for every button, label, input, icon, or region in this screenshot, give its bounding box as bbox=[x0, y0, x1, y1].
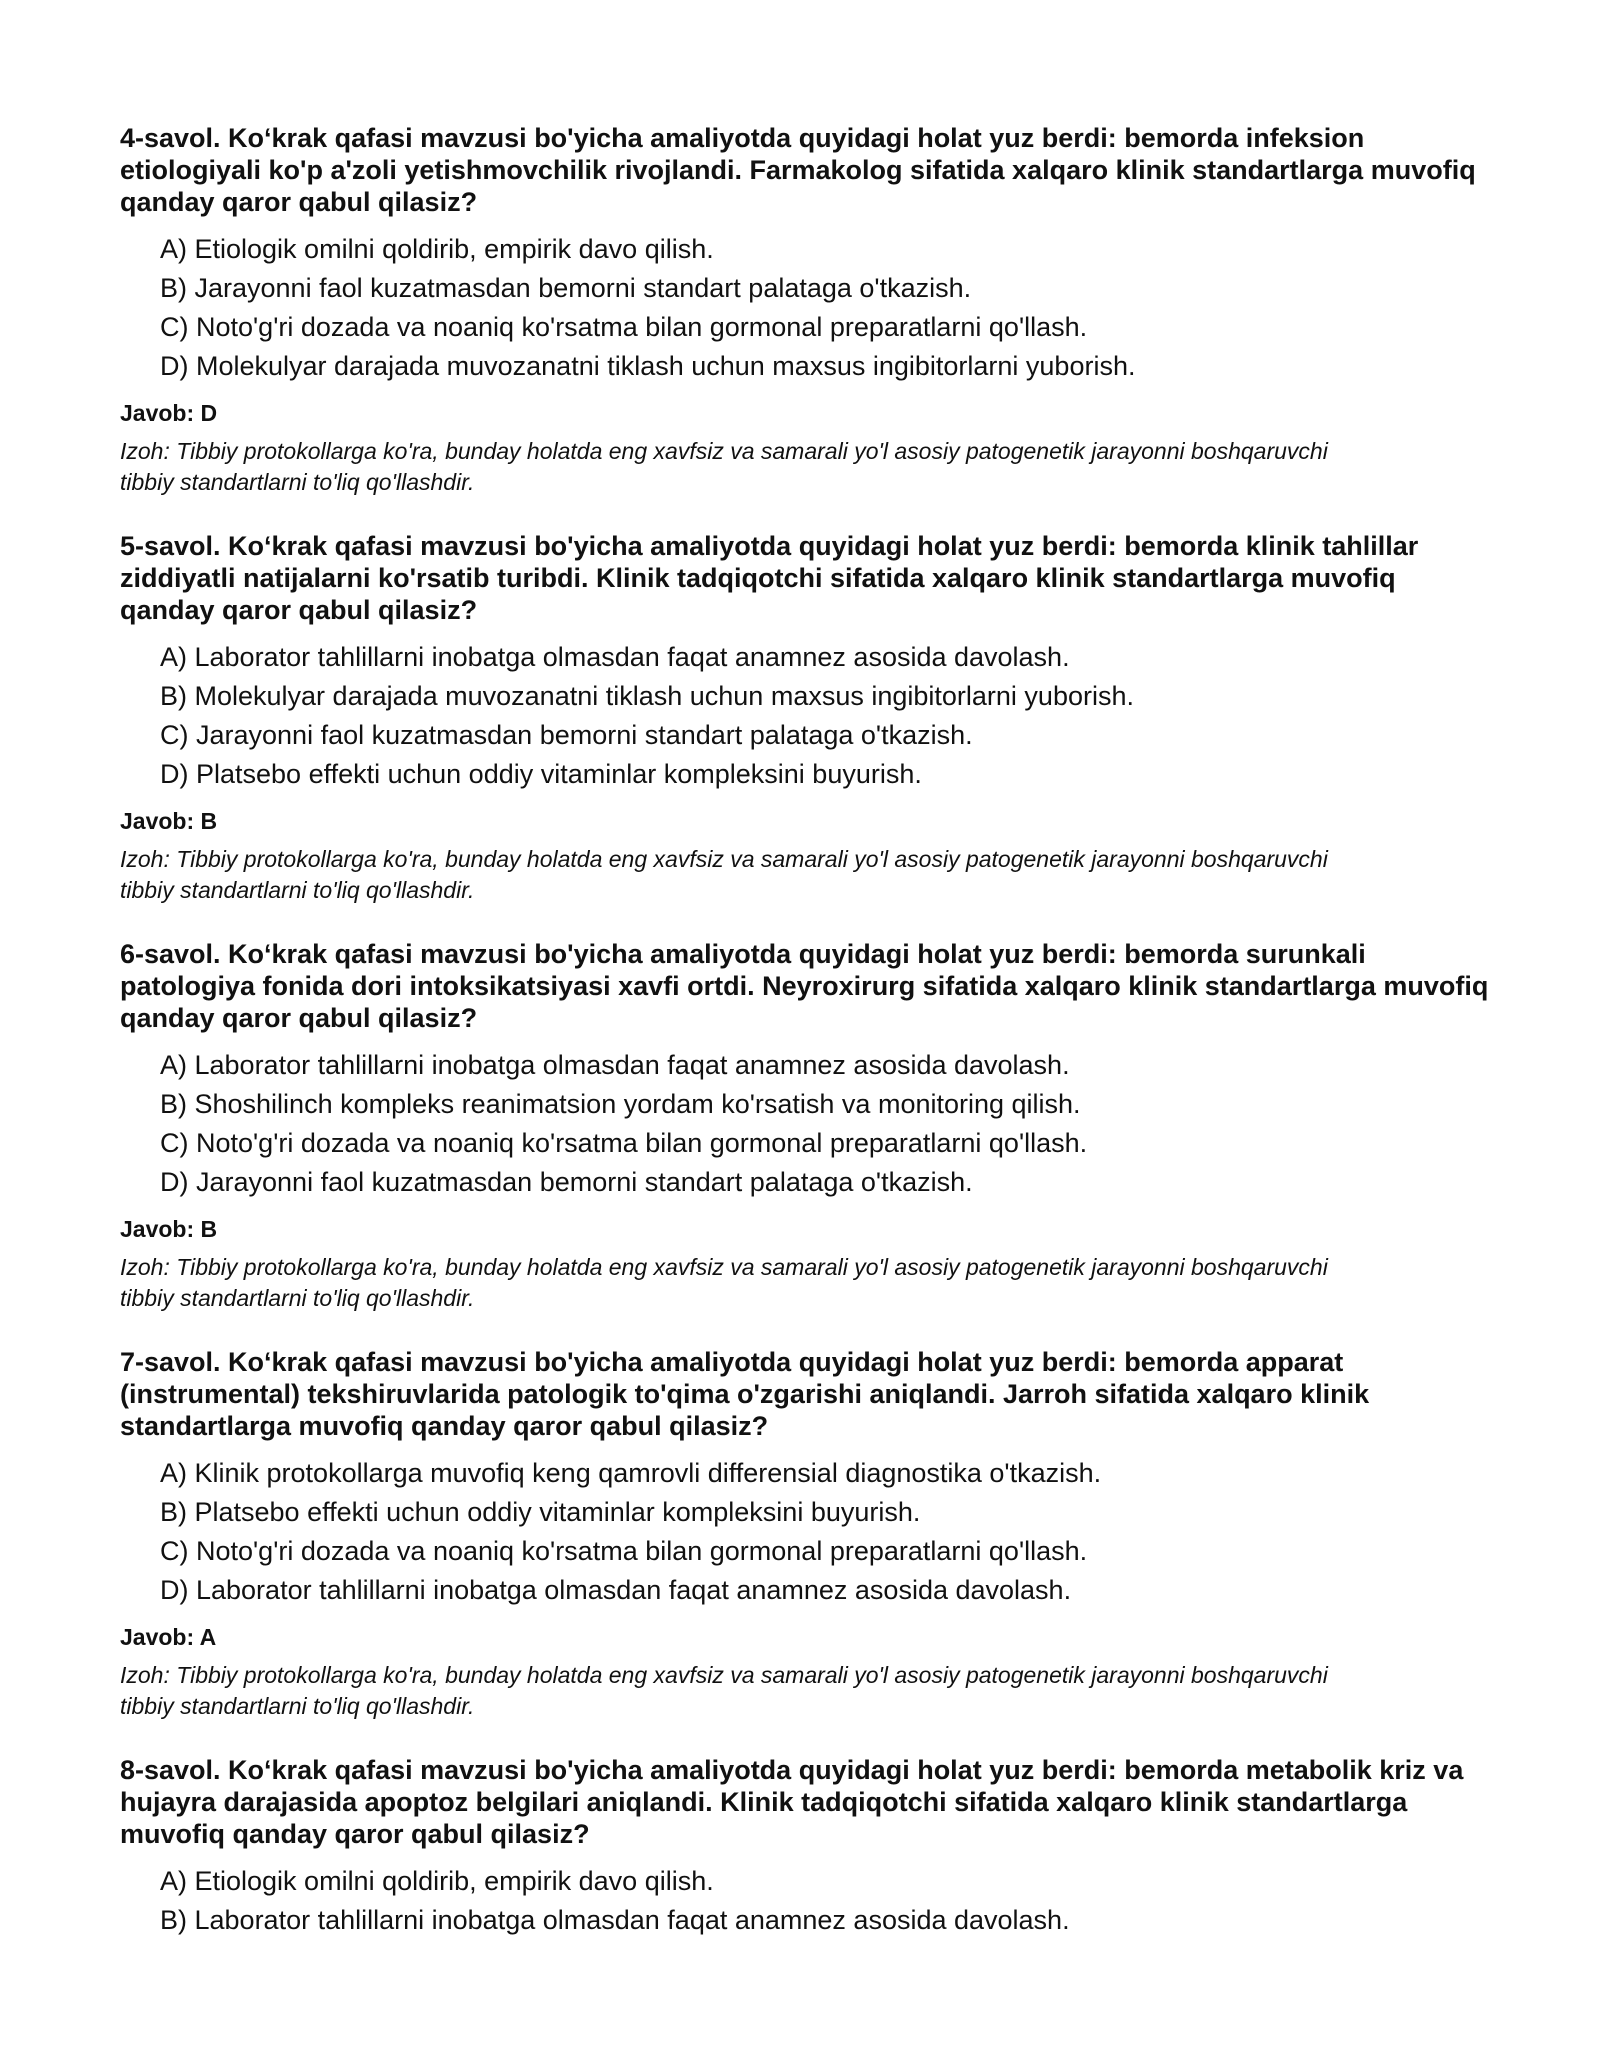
option-d: D) Molekulyar darajada muvozanatni tiklash uchun maxsus ingibitorlarni yuborish. bbox=[160, 351, 1136, 381]
question-5 bbox=[120, 530, 1490, 906]
option-list bbox=[120, 1862, 1490, 1940]
option-a: A) Klinik protokollarga muvofiq keng qamrovli differensial diagnostika o'tkazish. bbox=[160, 1458, 1102, 1488]
question-title: 5-savol. Ko‘krak qafasi mavzusi bo'yicha amaliyotda quyidagi holat yuz berdi: bemorda klinik tahlillar ziddiyatli natijalarni ko'rsatib turibdi. Klinik tadqiqotchi sifatida xalqaro klinik standartlarga muvofiq qanday qaror qabul qilasiz? bbox=[120, 531, 1419, 625]
question-title: 8-savol. Ko‘krak qafasi mavzusi bo'yicha amaliyotda quyidagi holat yuz berdi: bemorda metabolik kriz va hujayra darajasida apoptoz belgilari aniqlandi. Klinik tadqiqotchi sifatida xalqaro klinik standartlarga muvofiq qanday qaror qabul qilasiz? bbox=[120, 1755, 1464, 1849]
option-d: D) Platsebo effekti uchun oddiy vitaminlar kompleksini buyurish. bbox=[160, 759, 922, 789]
answer: Javob: B bbox=[120, 808, 218, 834]
option-c: C) Noto'g'ri dozada va noaniq ko'rsatma bilan gormonal preparatlarni qo'llash. bbox=[160, 312, 1088, 342]
question-title: 6-savol. Ko‘krak qafasi mavzusi bo'yicha amaliyotda quyidagi holat yuz berdi: bemorda surunkali patologiya fonida dori intoksikatsiyasi xavfi ortdi. Neyroxirurg sifatida xalqaro klinik standartlarga muvofiq qanday qaror qabul qilasiz? bbox=[120, 939, 1489, 1033]
explanation: Izoh: Tibbiy protokollarga ko'ra, bunday holatda eng xavfsiz va samarali yo'l asosiy patogenetik jarayonni boshqaruvchi tibbiy standartlarni to'liq qo'llashdir. bbox=[120, 846, 1328, 903]
explanation: Izoh: Tibbiy protokollarga ko'ra, bunday holatda eng xavfsiz va samarali yo'l asosiy patogenetik jarayonni boshqaruvchi tibbiy standartlarni to'liq qo'llashdir. bbox=[120, 438, 1328, 495]
option-b: B) Molekulyar darajada muvozanatni tiklash uchun maxsus ingibitorlarni yuborish. bbox=[160, 681, 1134, 711]
question-7 bbox=[120, 1346, 1490, 1722]
option-c: C) Noto'g'ri dozada va noaniq ko'rsatma bilan gormonal preparatlarni qo'llash. bbox=[160, 1536, 1088, 1566]
option-a: A) Laborator tahlillarni inobatga olmasdan faqat anamnez asosida davolash. bbox=[160, 642, 1070, 672]
option-a: A) Etiologik omilni qoldirib, empirik davo qilish. bbox=[160, 234, 714, 264]
question-4 bbox=[120, 122, 1490, 498]
answer: Javob: B bbox=[120, 1216, 218, 1242]
option-c: C) Jarayonni faol kuzatmasdan bemorni standart palataga o'tkazish. bbox=[160, 720, 973, 750]
question-title: 7-savol. Ko‘krak qafasi mavzusi bo'yicha amaliyotda quyidagi holat yuz berdi: bemorda apparat (instrumental) tekshiruvlarida patologik to'qima o'zgarishi aniqlandi. Jarroh sifatida xalqaro klinik standartlarga muvofiq qanday qaror qabul qilasiz? bbox=[120, 1347, 1370, 1441]
option-b: B) Shoshilinch kompleks reanimatsion yordam ko'rsatish va monitoring qilish. bbox=[160, 1089, 1081, 1119]
option-list bbox=[120, 1046, 1490, 1202]
option-list bbox=[120, 638, 1490, 794]
explanation: Izoh: Tibbiy protokollarga ko'ra, bunday holatda eng xavfsiz va samarali yo'l asosiy patogenetik jarayonni boshqaruvchi tibbiy standartlarni to'liq qo'llashdir. bbox=[120, 1662, 1328, 1719]
option-b: B) Jarayonni faol kuzatmasdan bemorni standart palataga o'tkazish. bbox=[160, 273, 972, 303]
answer: Javob: D bbox=[120, 400, 218, 426]
option-a: A) Laborator tahlillarni inobatga olmasdan faqat anamnez asosida davolash. bbox=[160, 1050, 1070, 1080]
option-b: B) Platsebo effekti uchun oddiy vitaminlar kompleksini buyurish. bbox=[160, 1497, 921, 1527]
option-a: A) Etiologik omilni qoldirib, empirik davo qilish. bbox=[160, 1866, 714, 1896]
option-c: C) Noto'g'ri dozada va noaniq ko'rsatma bilan gormonal preparatlarni qo'llash. bbox=[160, 1128, 1088, 1158]
explanation: Izoh: Tibbiy protokollarga ko'ra, bunday holatda eng xavfsiz va samarali yo'l asosiy patogenetik jarayonni boshqaruvchi tibbiy standartlarni to'liq qo'llashdir. bbox=[120, 1254, 1328, 1311]
option-d: D) Jarayonni faol kuzatmasdan bemorni standart palataga o'tkazish. bbox=[160, 1167, 973, 1197]
option-list bbox=[120, 1454, 1490, 1610]
option-d: D) Laborator tahlillarni inobatga olmasdan faqat anamnez asosida davolash. bbox=[160, 1575, 1072, 1605]
answer: Javob: A bbox=[120, 1624, 217, 1650]
question-8 bbox=[120, 1754, 1490, 1940]
option-b: B) Laborator tahlillarni inobatga olmasdan faqat anamnez asosida davolash. bbox=[160, 1905, 1070, 1935]
question-6 bbox=[120, 938, 1490, 1314]
option-list bbox=[120, 230, 1490, 386]
question-title: 4-savol. Ko‘krak qafasi mavzusi bo'yicha amaliyotda quyidagi holat yuz berdi: bemorda infeksion etiologiyali ko'p a'zoli yetishmovchilik rivojlandi. Farmakolog sifatida xalqaro klinik standartlarga muvofiq qanday qaror qabul qilasiz? bbox=[120, 123, 1476, 217]
